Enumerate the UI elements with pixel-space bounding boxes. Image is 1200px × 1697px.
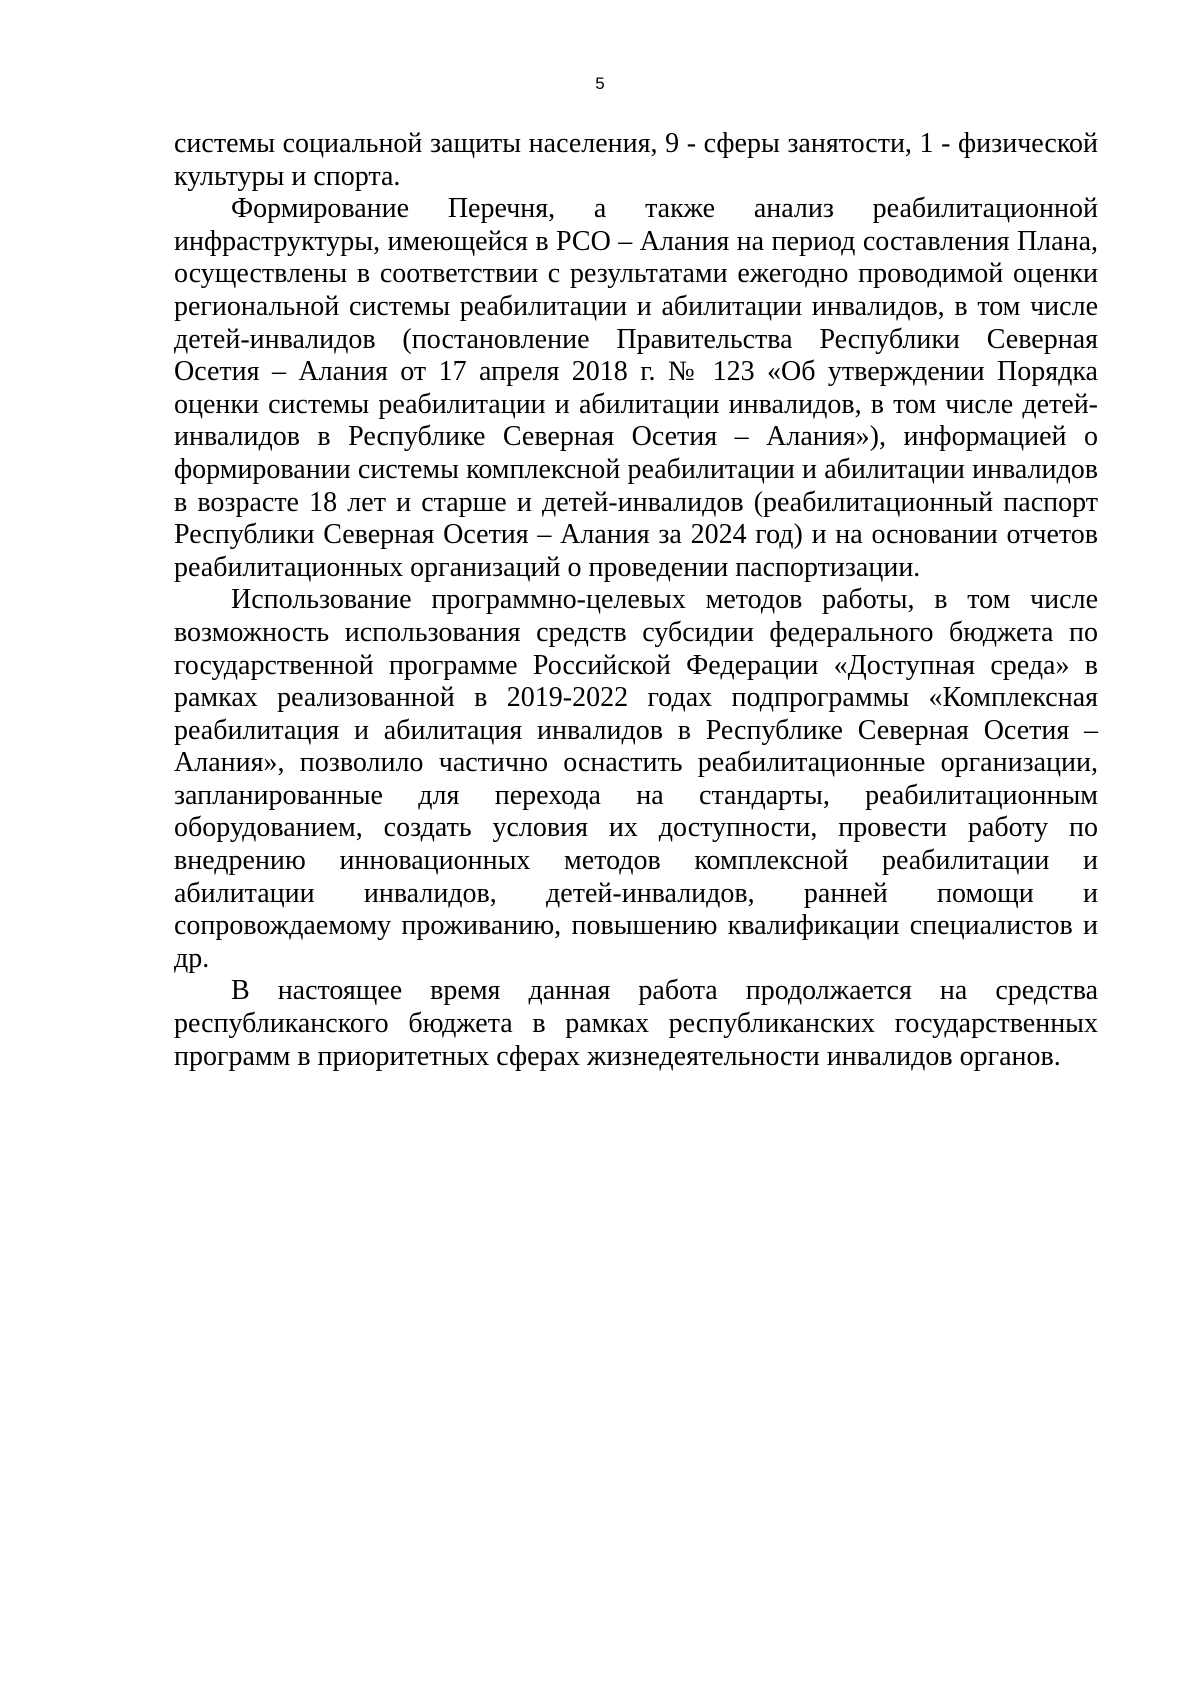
paragraph: В настоящее время данная работа продолжается на средства республиканского бюджета в рамках республиканских государственных программ в приоритетных сферах жизнедеятельности инвалидов органов. [174, 975, 1098, 1072]
document-body [174, 128, 1098, 1073]
paragraph: системы социальной защиты населения, 9 - сферы занятости, 1 - физической культуры и спорта. [174, 128, 1098, 192]
paragraph: Использование программно-целевых методов работы, в том числе возможность использования средств субсидии федерального бюджета по государственной программе Российской Федерации «Доступная среда» в рамках реализованной в 2019-2022 годах подпрограммы «Комплексная реабилитация и абилитация инвалидов в Республике Северная Осетия – Алания», позволило частично оснастить реабилитационные организации, запланированные для перехода на стандарты, реабилитационным оборудованием, создать условия их доступности, провести работу по внедрению инновационных методов комплексной реабилитации и абилитации инвалидов, детей-инвалидов, ранней помощи и сопровождаемому проживанию, повышению квалификации специалистов и др. [174, 584, 1098, 974]
paragraph: Формирование Перечня, а также анализ реабилитационной инфраструктуры, имеющейся в РСО – Алания на период составления Плана, осуществлены в соответствии с результатами ежегодно проводимой оценки региональной системы реабилитации и абилитации инвалидов, в том числе детей-инвалидов (постановление Правительства Республики Северная Осетия – Алания от 17 апреля 2018 г. № 123 «Об утверждении Порядка оценки системы реабилитации и абилитации инвалидов, в том числе детей-инвалидов в Республике Северная Осетия – Алания»), информацией о формировании системы комплексной реабилитации и абилитации инвалидов в возрасте 18 лет и старше и детей-инвалидов (реабилитационный паспорт Республики Северная Осетия – Алания за 2024 год) и на основании отчетов реабилитационных организаций о проведении паспортизации. [174, 193, 1098, 583]
page-number: 5 [595, 74, 605, 93]
